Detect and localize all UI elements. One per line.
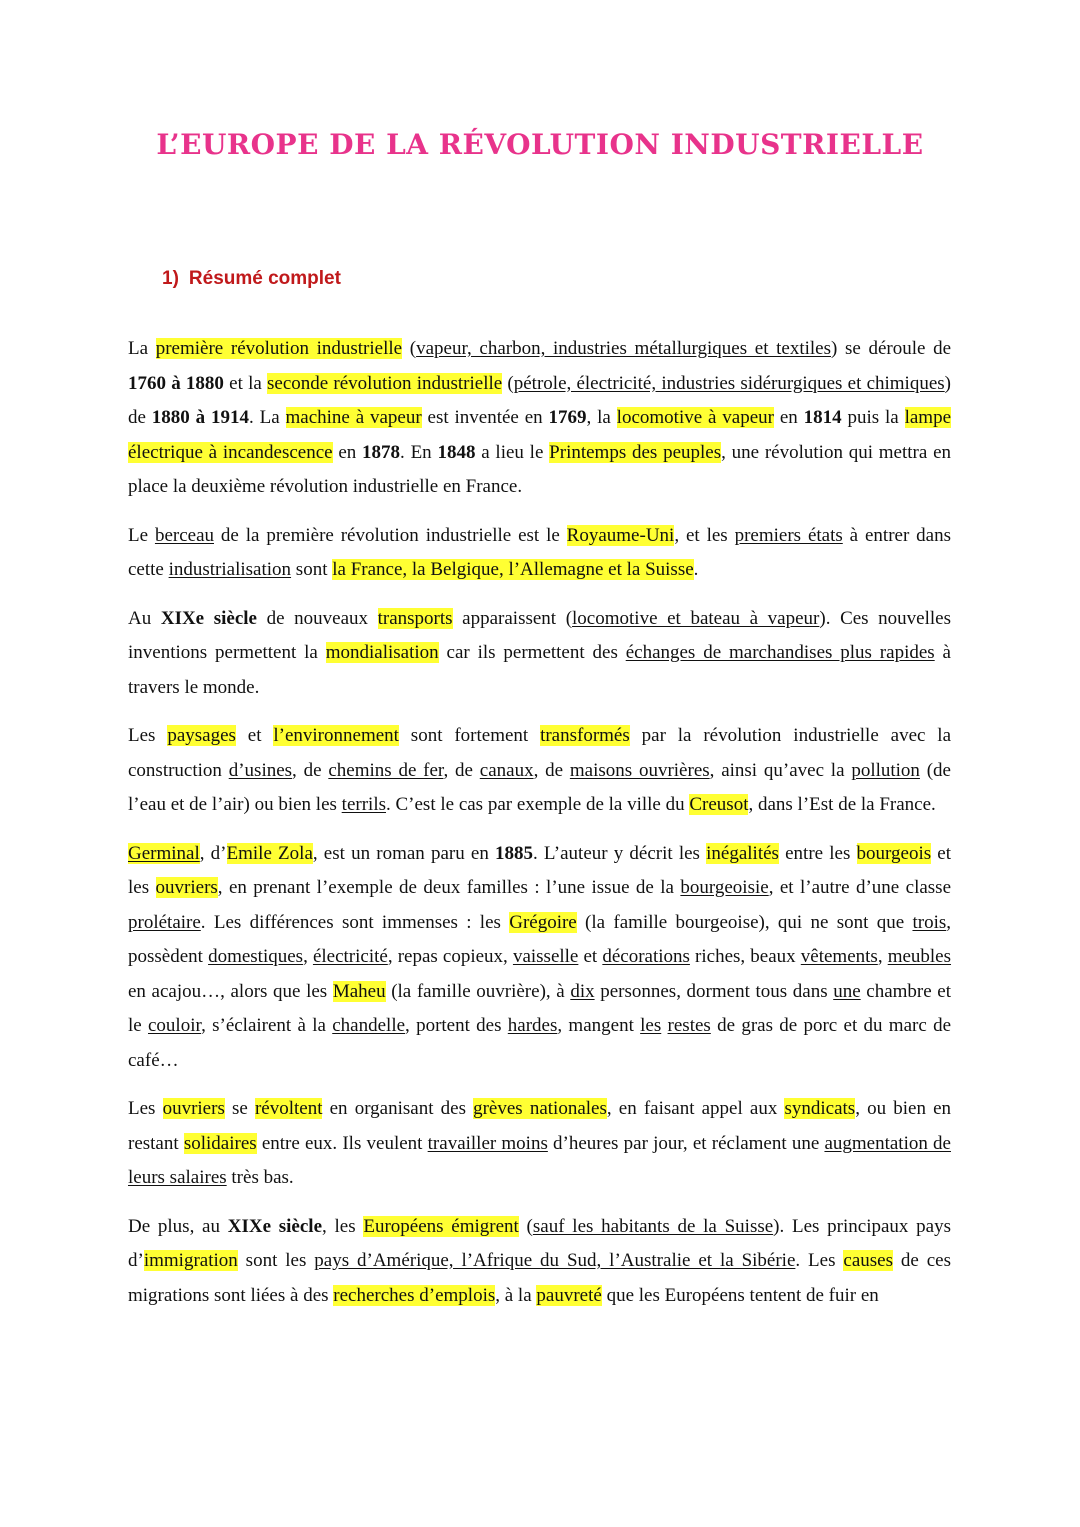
text-run: , est un roman paru en: [312, 842, 495, 864]
styled-text: 1814: [803, 407, 842, 428]
styled-text: couloir: [148, 1015, 202, 1036]
text-run: est inventée en: [421, 407, 549, 428]
styled-text: ouvriers: [155, 877, 218, 898]
text-run: (la famille bourgeoise), qui ne sont que: [576, 911, 913, 933]
text-run: . En: [400, 441, 438, 463]
styled-text: grèves nationales: [473, 1098, 607, 1119]
text-run: ) de: [128, 372, 951, 428]
styled-text: bourgeoisie: [680, 877, 769, 898]
text-run: ) se déroule de: [831, 338, 952, 359]
text-run: par la révolution industrielle avec la construction: [128, 725, 952, 781]
text-run: , d’: [199, 842, 227, 864]
styled-text: transports: [377, 607, 453, 629]
styled-text: Germinal: [128, 842, 200, 864]
styled-text: Européens émigrent: [363, 1215, 519, 1237]
text-run: et: [235, 725, 274, 746]
styled-text: mondialisation: [325, 642, 439, 663]
section-label: Résumé complet: [188, 268, 341, 289]
text-run: sont fortement: [398, 725, 541, 746]
text-run: sont: [291, 559, 333, 580]
text-run: ). Ces nouvelles inventions permettent la: [128, 607, 951, 663]
text-run: . C’est le cas par exemple de la ville du: [386, 794, 690, 815]
text-run: (la famille ouvrière), à: [385, 980, 571, 1002]
text-run: , portent des: [405, 1015, 508, 1036]
text-run: de la première révolution industrielle est le: [214, 524, 567, 546]
text-run: , de: [443, 759, 480, 781]
text-run: , les: [322, 1215, 364, 1237]
text-run: Le: [128, 524, 155, 546]
paragraph: [128, 1092, 951, 1196]
styled-text: machine à vapeur: [285, 407, 422, 428]
text-run: (: [518, 1215, 533, 1237]
styled-text: la France, la Belgique, l’Allemagne et la Suisse: [332, 559, 694, 580]
styled-text: trois: [912, 911, 947, 933]
text-run: , une révolution qui mettra en place la deuxième révolution industrielle en France.: [128, 441, 951, 497]
text-run: car ils permettent des: [438, 642, 626, 663]
styled-text: bourgeois: [856, 842, 932, 864]
styled-text: 1880 à 1914: [151, 407, 249, 428]
paragraph: [128, 332, 951, 505]
styled-text: prolétaire: [128, 911, 201, 933]
styled-text: syndicats: [784, 1098, 856, 1119]
styled-text: 1848: [437, 441, 476, 463]
styled-text: sauf les habitants de la Suisse: [532, 1215, 774, 1237]
styled-text: Grégoire: [509, 911, 577, 933]
styled-text: locomotive à vapeur: [616, 407, 774, 428]
text-run: (: [502, 372, 514, 394]
styled-text: Printemps des peuples: [549, 441, 722, 463]
document-title: L’EUROPE DE LA RÉVOLUTION INDUSTRIELLE: [156, 128, 924, 161]
text-run: , en faisant appel aux: [606, 1098, 785, 1119]
styled-text: électricité: [312, 946, 388, 967]
text-run: , ainsi qu’avec la: [709, 759, 852, 781]
text-run: .: [693, 559, 699, 580]
text-run: . L’auteur y décrit les: [533, 842, 707, 864]
text-run: (de l’eau et de l’air) ou bien les: [128, 759, 951, 815]
text-run: de nouveaux: [256, 607, 378, 629]
styled-text: révoltent: [254, 1098, 323, 1119]
text-run: en: [332, 441, 363, 463]
text-run: ). Les principaux pays d’: [128, 1215, 951, 1271]
styled-text: Maheu: [332, 980, 386, 1002]
styled-text: pays d’Amérique, l’Afrique du Sud, l’Australie et la Sibérie: [314, 1250, 796, 1271]
text-run: , s’éclairent à la: [201, 1015, 333, 1036]
text-run: La: [128, 338, 156, 359]
styled-text: seconde révolution industrielle: [267, 372, 503, 394]
section-number: 1): [162, 268, 179, 289]
text-run: en: [773, 407, 804, 428]
text-run: et: [578, 946, 603, 967]
styled-text: décorations: [602, 946, 690, 967]
styled-text: d’usines: [228, 759, 293, 781]
styled-text: travailler moins: [427, 1132, 548, 1154]
styled-text: meubles: [887, 946, 952, 967]
styled-text: recherches d’emplois: [333, 1284, 496, 1306]
text-run: , mangent: [557, 1015, 641, 1036]
text-run: , ou bien en restant: [128, 1098, 952, 1154]
text-run: en acajou…, alors que les: [128, 980, 333, 1002]
styled-text: XIXe siècle: [160, 607, 257, 629]
styled-text: lampe électrique à incandescence: [128, 407, 952, 463]
text-run: . La: [249, 407, 286, 428]
paragraph: [128, 519, 951, 588]
styled-text: pollution: [851, 759, 920, 781]
paragraph: [128, 602, 951, 706]
styled-text: berceau: [154, 524, 214, 546]
styled-text: chandelle: [332, 1015, 406, 1036]
styled-text: 1878: [362, 441, 401, 463]
paragraph: [128, 719, 951, 823]
text-run: de ces migrations sont liées à des: [128, 1250, 951, 1306]
styled-text: 1760 à 1880: [128, 372, 224, 394]
styled-text: pétrole, électricité, industries sidérurgiques et chimiques: [513, 372, 945, 394]
text-run: à entrer dans cette: [128, 524, 951, 580]
text-run: . Les différences sont immenses : les: [200, 911, 510, 933]
text-run: ,: [303, 946, 313, 967]
section-heading: [162, 268, 341, 290]
text-run: Les: [128, 725, 168, 746]
styled-text: locomotive et bateau à vapeur: [572, 607, 820, 629]
paragraph: [128, 837, 951, 1079]
text-run: , de: [292, 759, 329, 781]
text-run: , et l’autre d’une classe: [768, 877, 952, 898]
styled-text: 1769: [548, 407, 587, 428]
text-run: entre eux. Ils veulent: [256, 1132, 428, 1154]
styled-text: une: [833, 980, 861, 1002]
styled-text: causes: [843, 1250, 893, 1271]
text-run: , dans l’Est de la France.: [748, 794, 936, 815]
document-body: [128, 332, 951, 1327]
styled-text: transformés: [540, 725, 630, 746]
text-run: en organisant des: [322, 1098, 474, 1119]
text-run: d’heures par jour, et réclament une: [547, 1132, 825, 1154]
styled-text: solidaires: [183, 1132, 257, 1154]
text-run: , à la: [495, 1284, 537, 1306]
text-run: de gras de porc et du marc de café…: [128, 1015, 951, 1071]
styled-text: vêtements: [800, 946, 878, 967]
styled-text: augmentation de leurs salaires: [128, 1132, 951, 1188]
text-run: , en prenant l’exemple de deux familles : l’une issue de la: [217, 877, 681, 898]
text-run: et les: [128, 842, 952, 898]
text-run: , possèdent: [128, 911, 951, 967]
text-run: , et les: [674, 524, 735, 546]
text-run: ,: [877, 946, 888, 967]
styled-text: domestiques: [208, 946, 304, 967]
styled-text: les: [640, 1015, 662, 1036]
styled-text: première révolution industrielle: [155, 338, 403, 359]
styled-text: vapeur, charbon, industries métallurgiques et textiles: [416, 338, 831, 359]
text-run: De plus, au: [128, 1215, 228, 1237]
text-run: entre les: [778, 842, 857, 864]
styled-text: premiers états: [734, 524, 843, 546]
text-run: . Les: [795, 1250, 844, 1271]
text-run: a lieu le: [475, 441, 550, 463]
text-run: apparaissent (: [452, 607, 573, 629]
styled-text: l’environnement: [273, 725, 399, 746]
text-run: (: [402, 338, 417, 359]
styled-text: pauvreté: [536, 1284, 602, 1306]
styled-text: Royaume-Uni: [566, 524, 675, 546]
text-run: Au: [128, 607, 161, 629]
text-run: , de: [533, 759, 570, 781]
styled-text: hardes: [507, 1015, 558, 1036]
text-run: se: [224, 1098, 255, 1119]
styled-text: échanges de marchandises plus rapides: [625, 642, 935, 663]
styled-text: Creusot: [689, 794, 749, 815]
styled-text: canaux: [479, 759, 534, 781]
styled-text: 1885: [495, 842, 533, 864]
styled-text: XIXe siècle: [227, 1215, 322, 1237]
text-run: Les: [128, 1098, 163, 1119]
styled-text: paysages: [167, 725, 236, 746]
styled-text: restes: [667, 1015, 711, 1036]
text-run: très bas.: [226, 1167, 294, 1188]
text-run: , repas copieux,: [387, 946, 513, 967]
styled-text: industrialisation: [168, 559, 292, 580]
styled-text: terrils: [341, 794, 386, 815]
text-run: riches, beaux: [689, 946, 801, 967]
paragraph: [128, 1210, 951, 1314]
text-run: sont les: [237, 1250, 315, 1271]
text-run: , la: [586, 407, 617, 428]
text-run: personnes, dorment tous dans: [594, 980, 834, 1002]
styled-text: ouvriers: [162, 1098, 225, 1119]
text-run: et la: [223, 372, 267, 394]
styled-text: maisons ouvrières: [569, 759, 710, 781]
styled-text: inégalités: [706, 842, 779, 864]
text-run: chambre et le: [128, 980, 951, 1036]
styled-text: dix: [570, 980, 595, 1002]
text-run: puis la: [841, 407, 905, 428]
text-run: que les Européens tentent de fuir en: [601, 1284, 879, 1306]
styled-text: chemins de fer: [328, 759, 444, 781]
styled-text: immigration: [143, 1250, 238, 1271]
text-run: à travers le monde.: [128, 642, 951, 698]
styled-text: Emile Zola: [226, 842, 313, 864]
styled-text: vaisselle: [512, 946, 579, 967]
